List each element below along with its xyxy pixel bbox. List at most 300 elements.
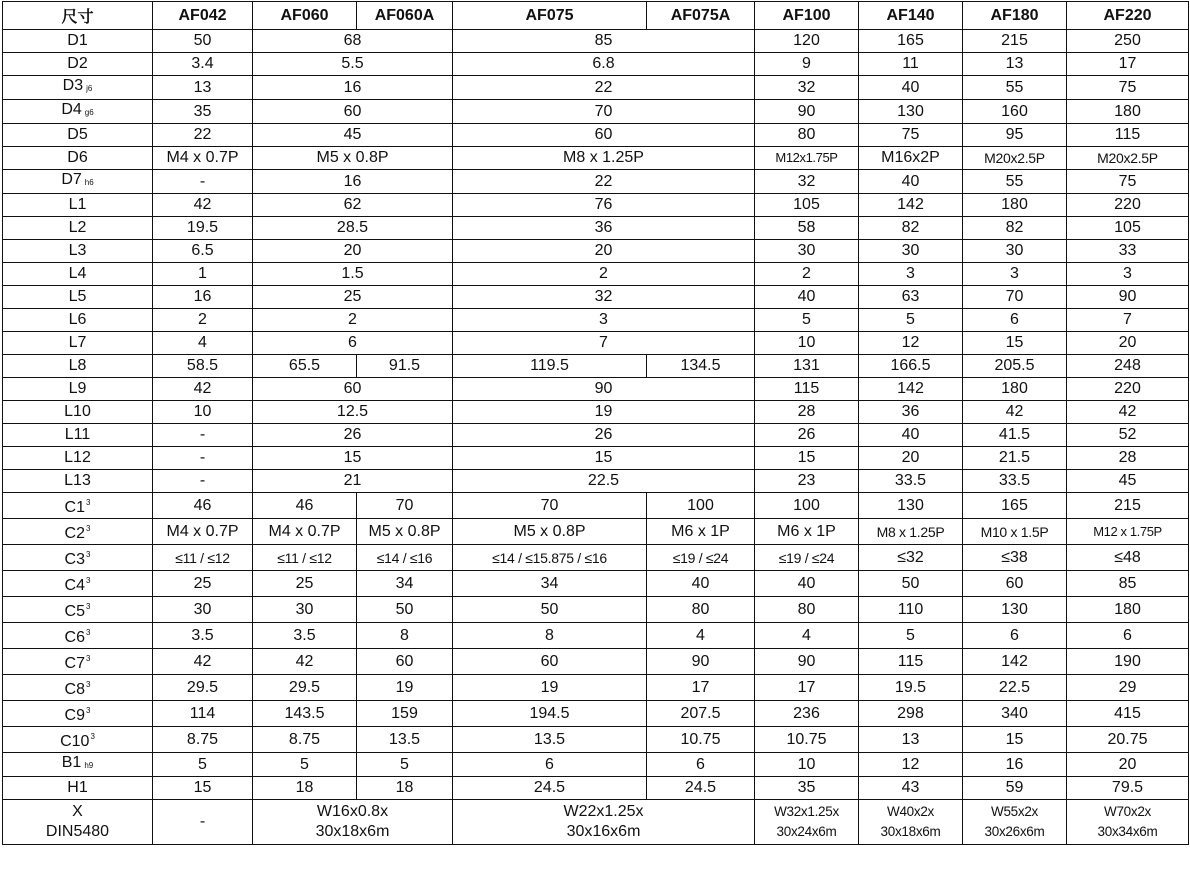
table-cell: 25	[253, 286, 453, 309]
table-cell: 30	[253, 597, 357, 623]
table-cell: 12	[859, 753, 963, 777]
header-cell-af180: AF180	[963, 2, 1067, 30]
table-cell: 160	[963, 100, 1067, 124]
table-cell: M4 x 0.7P	[253, 519, 357, 545]
table-cell: 25	[253, 571, 357, 597]
cell-line: W32x1.25x	[774, 804, 839, 819]
table-cell: -	[153, 470, 253, 493]
table-cell: 13.5	[453, 727, 647, 753]
row-label	[3, 217, 153, 240]
table-cell	[755, 800, 859, 845]
table-cell: 15	[755, 447, 859, 470]
table-cell: 3	[453, 309, 755, 332]
row-label-text: D7	[61, 171, 82, 188]
row-label	[3, 597, 153, 623]
table-row	[3, 124, 1189, 147]
table-cell: 90	[453, 378, 755, 401]
table-cell: 28.5	[253, 217, 453, 240]
table-cell: M5 x 0.8P	[253, 147, 453, 170]
row-label-text: D6	[67, 149, 88, 166]
row-label-text: L1	[68, 196, 87, 213]
table-cell: 29.5	[253, 675, 357, 701]
table-cell: ≤38	[963, 545, 1067, 571]
footnote-superscript: 3	[86, 550, 91, 559]
header-cell-af075a: AF075A	[647, 2, 755, 30]
row-label-text: L7	[68, 334, 87, 351]
table-row	[3, 597, 1189, 623]
table-row	[3, 240, 1189, 263]
header-cell-af042: AF042	[153, 2, 253, 30]
table-cell: 115	[859, 649, 963, 675]
table-cell: 8.75	[253, 727, 357, 753]
row-label	[3, 100, 153, 124]
table-cell: 298	[859, 701, 963, 727]
table-cell: 5	[755, 309, 859, 332]
table-cell: 60	[253, 378, 453, 401]
row-label-text: C9	[64, 707, 85, 724]
table-cell: 194.5	[453, 701, 647, 727]
table-row-spline	[3, 800, 1189, 845]
table-row	[3, 623, 1189, 649]
table-row	[3, 545, 1189, 571]
table-body	[3, 30, 1189, 845]
row-label	[3, 309, 153, 332]
row-label	[3, 263, 153, 286]
table-cell: 3.5	[153, 623, 253, 649]
row-label	[3, 286, 153, 309]
table-cell	[1067, 800, 1189, 845]
table-cell: M12x1.75P	[755, 147, 859, 170]
table-row	[3, 649, 1189, 675]
table-cell: M8 x 1.25P	[859, 519, 963, 545]
row-label-line: X	[72, 803, 83, 820]
row-label	[3, 701, 153, 727]
table-cell: 65.5	[253, 355, 357, 378]
row-label-text: L5	[68, 288, 87, 305]
table-cell: 33.5	[859, 470, 963, 493]
table-cell: 24.5	[647, 777, 755, 800]
table-cell: 180	[963, 378, 1067, 401]
table-cell: 5.5	[253, 53, 453, 76]
row-label-text: B1	[61, 754, 82, 771]
table-cell: 70	[963, 286, 1067, 309]
table-cell: ≤14 / ≤16	[357, 545, 453, 571]
table-row	[3, 100, 1189, 124]
table-row	[3, 217, 1189, 240]
table-cell: 22	[453, 170, 755, 194]
table-cell: 42	[153, 194, 253, 217]
table-row	[3, 401, 1189, 424]
table-cell: 3.4	[153, 53, 253, 76]
table-cell: 10.75	[755, 727, 859, 753]
table-cell: 42	[253, 649, 357, 675]
table-cell: 45	[1067, 470, 1189, 493]
table-cell: 50	[453, 597, 647, 623]
table-cell: ≤19 / ≤24	[755, 545, 859, 571]
table-cell: M10 x 1.5P	[963, 519, 1067, 545]
footnote-superscript: 3	[86, 602, 91, 611]
table-cell: 15	[253, 447, 453, 470]
table-row	[3, 777, 1189, 800]
table-cell: 32	[453, 286, 755, 309]
table-cell: 110	[859, 597, 963, 623]
table-cell: 180	[1067, 597, 1189, 623]
table-cell: 10.75	[647, 727, 755, 753]
table-cell: 29	[1067, 675, 1189, 701]
table-cell: 40	[859, 424, 963, 447]
table-cell: M12 x 1.75P	[1067, 519, 1189, 545]
table-cell: 41.5	[963, 424, 1067, 447]
table-cell: 190	[1067, 649, 1189, 675]
table-row	[3, 332, 1189, 355]
table-cell: 91.5	[357, 355, 453, 378]
table-cell: 16	[253, 76, 453, 100]
table-cell: 28	[755, 401, 859, 424]
table-cell: 45	[253, 124, 453, 147]
table-cell: 26	[755, 424, 859, 447]
table-cell: 114	[153, 701, 253, 727]
table-cell: 34	[357, 571, 453, 597]
table-cell: 17	[647, 675, 755, 701]
table-cell: M4 x 0.7P	[153, 519, 253, 545]
footnote-superscript: 3	[90, 732, 95, 741]
table-cell: 130	[859, 100, 963, 124]
table-cell: 16	[963, 753, 1067, 777]
table-cell: 4	[647, 623, 755, 649]
tolerance-subscript: g6	[84, 108, 94, 117]
table-cell: 60	[963, 571, 1067, 597]
table-cell: 70	[357, 493, 453, 519]
table-cell: 32	[755, 170, 859, 194]
table-cell: M5 x 0.8P	[453, 519, 647, 545]
table-cell: 20	[1067, 753, 1189, 777]
table-cell: 19.5	[859, 675, 963, 701]
table-cell: 100	[647, 493, 755, 519]
table-cell: 80	[647, 597, 755, 623]
row-label-text: L2	[68, 219, 87, 236]
table-cell: 119.5	[453, 355, 647, 378]
table-cell: 180	[1067, 100, 1189, 124]
table-cell: 85	[453, 30, 755, 53]
row-label	[3, 727, 153, 753]
table-cell: 22	[153, 124, 253, 147]
row-label-text: L11	[64, 426, 91, 443]
table-cell: 90	[1067, 286, 1189, 309]
table-cell: 62	[253, 194, 453, 217]
table-cell: 17	[755, 675, 859, 701]
table-cell: 82	[963, 217, 1067, 240]
table-cell: 75	[1067, 170, 1189, 194]
cell-line: 30x24x6m	[776, 824, 837, 839]
header-cell-size: 尺寸	[3, 2, 153, 30]
table-row	[3, 727, 1189, 753]
dimension-spec-table	[2, 1, 1189, 845]
table-cell: ≤11 / ≤12	[153, 545, 253, 571]
cell-line: W22x1.25x	[563, 803, 644, 820]
table-cell: 60	[357, 649, 453, 675]
table-cell: 180	[963, 194, 1067, 217]
table-cell: 22	[453, 76, 755, 100]
table-cell: 50	[153, 30, 253, 53]
table-row	[3, 309, 1189, 332]
table-cell: 130	[859, 493, 963, 519]
table-cell: 3.5	[253, 623, 357, 649]
table-cell: 79.5	[1067, 777, 1189, 800]
table-cell: 134.5	[647, 355, 755, 378]
table-cell: 55	[963, 170, 1067, 194]
row-label-text: L8	[68, 357, 87, 374]
table-cell: 18	[253, 777, 357, 800]
cell-line: 30x16x6m	[566, 823, 641, 840]
row-label	[3, 30, 153, 53]
table-cell: 59	[963, 777, 1067, 800]
row-label-text: C8	[64, 681, 85, 698]
table-row	[3, 701, 1189, 727]
table-cell: 40	[859, 170, 963, 194]
table-cell: 35	[153, 100, 253, 124]
table-cell: 18	[357, 777, 453, 800]
row-label-text: L4	[68, 265, 87, 282]
tolerance-subscript: h6	[84, 178, 94, 187]
row-label	[3, 194, 153, 217]
table-cell: 415	[1067, 701, 1189, 727]
table-cell: 30	[755, 240, 859, 263]
footnote-superscript: 3	[86, 706, 91, 715]
table-cell: 159	[357, 701, 453, 727]
footnote-superscript: 3	[86, 498, 91, 507]
row-label	[3, 332, 153, 355]
row-label	[3, 401, 153, 424]
table-cell: 3	[859, 263, 963, 286]
table-cell: 7	[453, 332, 755, 355]
table-cell: 43	[859, 777, 963, 800]
table-cell: 340	[963, 701, 1067, 727]
table-row	[3, 263, 1189, 286]
table-cell: -	[153, 447, 253, 470]
row-label	[3, 623, 153, 649]
table-cell: 12.5	[253, 401, 453, 424]
table-cell: 36	[453, 217, 755, 240]
header-cell-af140: AF140	[859, 2, 963, 30]
table-cell	[453, 800, 755, 845]
table-cell: 2	[755, 263, 859, 286]
row-label-text: L6	[68, 311, 87, 328]
table-cell: 5	[859, 309, 963, 332]
header-cell-af220: AF220	[1067, 2, 1189, 30]
table-cell: 19	[357, 675, 453, 701]
table-cell: M6 x 1P	[647, 519, 755, 545]
table-row	[3, 147, 1189, 170]
table-cell: 68	[253, 30, 453, 53]
table-cell: 42	[963, 401, 1067, 424]
table-cell: 42	[1067, 401, 1189, 424]
table-cell: 75	[859, 124, 963, 147]
table-cell: 12	[859, 332, 963, 355]
table-cell: M4 x 0.7P	[153, 147, 253, 170]
table-cell: 90	[755, 100, 859, 124]
table-cell: 20	[453, 240, 755, 263]
row-label	[3, 147, 153, 170]
table-cell	[859, 800, 963, 845]
table-cell: 6	[453, 753, 647, 777]
table-cell: 13	[859, 727, 963, 753]
row-label-text: D5	[67, 126, 88, 143]
table-cell: 248	[1067, 355, 1189, 378]
table-cell: 5	[253, 753, 357, 777]
row-label-text: D2	[67, 55, 88, 72]
row-label-text: C5	[64, 603, 85, 620]
table-cell: 46	[153, 493, 253, 519]
table-cell: 8	[357, 623, 453, 649]
row-label-text: C4	[64, 577, 85, 594]
row-label-text: C3	[64, 551, 85, 568]
table-cell: 220	[1067, 378, 1189, 401]
row-label	[3, 519, 153, 545]
row-label	[3, 675, 153, 701]
table-cell: 35	[755, 777, 859, 800]
table-cell: 15	[153, 777, 253, 800]
table-cell: 2	[453, 263, 755, 286]
table-cell: 63	[859, 286, 963, 309]
header-cell-af060: AF060	[253, 2, 357, 30]
table-cell: 82	[859, 217, 963, 240]
row-label-text: D3	[62, 77, 84, 94]
row-label	[3, 800, 153, 845]
footnote-superscript: 3	[86, 628, 91, 637]
table-cell: 17	[1067, 53, 1189, 76]
table-cell: 215	[1067, 493, 1189, 519]
table-cell: 6	[963, 309, 1067, 332]
table-cell: 25	[153, 571, 253, 597]
table-cell: 1.5	[253, 263, 453, 286]
row-label	[3, 777, 153, 800]
table-cell: 4	[755, 623, 859, 649]
table-cell: 5	[859, 623, 963, 649]
row-label-text: C10	[60, 733, 90, 750]
table-cell: 19	[453, 401, 755, 424]
row-label-text: L12	[64, 449, 91, 466]
table-cell: 8	[453, 623, 647, 649]
table-cell: M6 x 1P	[755, 519, 859, 545]
table-cell: 40	[755, 571, 859, 597]
table-cell: 50	[357, 597, 453, 623]
table-cell: M5 x 0.8P	[357, 519, 453, 545]
row-label-text: L3	[68, 242, 87, 259]
table-cell: M8 x 1.25P	[453, 147, 755, 170]
footnote-superscript: 3	[86, 576, 91, 585]
table-cell: 32	[755, 76, 859, 100]
table-cell: 20	[253, 240, 453, 263]
table-cell: 15	[963, 332, 1067, 355]
table-cell: 142	[963, 649, 1067, 675]
table-cell: 6	[963, 623, 1067, 649]
table-cell: 20	[1067, 332, 1189, 355]
table-cell: 85	[1067, 571, 1189, 597]
header-cell-af100: AF100	[755, 2, 859, 30]
table-cell: 13.5	[357, 727, 453, 753]
table-cell: 6	[647, 753, 755, 777]
table-cell: 29.5	[153, 675, 253, 701]
table-cell: 76	[453, 194, 755, 217]
table-cell: 40	[755, 286, 859, 309]
row-label-text: L10	[64, 403, 91, 420]
table-cell	[253, 800, 453, 845]
table-cell: 115	[755, 378, 859, 401]
row-label	[3, 170, 153, 194]
table-cell: 13	[963, 53, 1067, 76]
table-cell: 205.5	[963, 355, 1067, 378]
row-label-text: H1	[67, 779, 88, 796]
footnote-superscript: 3	[86, 654, 91, 663]
table-cell: 40	[647, 571, 755, 597]
table-row	[3, 286, 1189, 309]
table-cell: 15	[963, 727, 1067, 753]
row-label-text: L9	[68, 380, 87, 397]
table-cell: M20x2.5P	[963, 147, 1067, 170]
table-cell: 90	[647, 649, 755, 675]
table-row	[3, 194, 1189, 217]
footnote-superscript: 3	[86, 680, 91, 689]
table-cell: M20x2.5P	[1067, 147, 1189, 170]
tolerance-subscript: j6	[86, 84, 93, 93]
row-label	[3, 470, 153, 493]
row-label	[3, 447, 153, 470]
cell-line: 30x26x6m	[984, 824, 1045, 839]
table-row	[3, 519, 1189, 545]
table-cell: 19	[453, 675, 647, 701]
cell-line: 30x18x6m	[880, 824, 941, 839]
table-cell: ≤11 / ≤12	[253, 545, 357, 571]
table-cell: 46	[253, 493, 357, 519]
table-cell: 16	[253, 170, 453, 194]
table-cell: 100	[755, 493, 859, 519]
table-row	[3, 571, 1189, 597]
table-cell	[963, 800, 1067, 845]
table-cell: 80	[755, 124, 859, 147]
table-cell	[153, 800, 253, 845]
table-cell: 7	[1067, 309, 1189, 332]
row-label-text: L13	[64, 472, 91, 489]
table-cell: 21	[253, 470, 453, 493]
table-cell: 142	[859, 194, 963, 217]
table-cell: 60	[253, 100, 453, 124]
table-cell: 19.5	[153, 217, 253, 240]
table-cell: 58.5	[153, 355, 253, 378]
table-cell: 8.75	[153, 727, 253, 753]
table-cell: 3	[963, 263, 1067, 286]
row-label	[3, 649, 153, 675]
table-cell: 28	[1067, 447, 1189, 470]
table-cell: 20	[859, 447, 963, 470]
table-row	[3, 675, 1189, 701]
table-cell: 15	[453, 447, 755, 470]
header-row	[3, 2, 1189, 30]
row-label	[3, 493, 153, 519]
row-label	[3, 424, 153, 447]
row-label-line: DIN5480	[45, 823, 110, 840]
table-cell: 24.5	[453, 777, 647, 800]
table-cell: 22.5	[453, 470, 755, 493]
table-row	[3, 170, 1189, 194]
row-label	[3, 753, 153, 777]
table-cell: 250	[1067, 30, 1189, 53]
row-label	[3, 378, 153, 401]
table-row	[3, 76, 1189, 100]
table-cell: 220	[1067, 194, 1189, 217]
table-cell: 2	[253, 309, 453, 332]
table-cell: 3	[1067, 263, 1189, 286]
table-row	[3, 753, 1189, 777]
